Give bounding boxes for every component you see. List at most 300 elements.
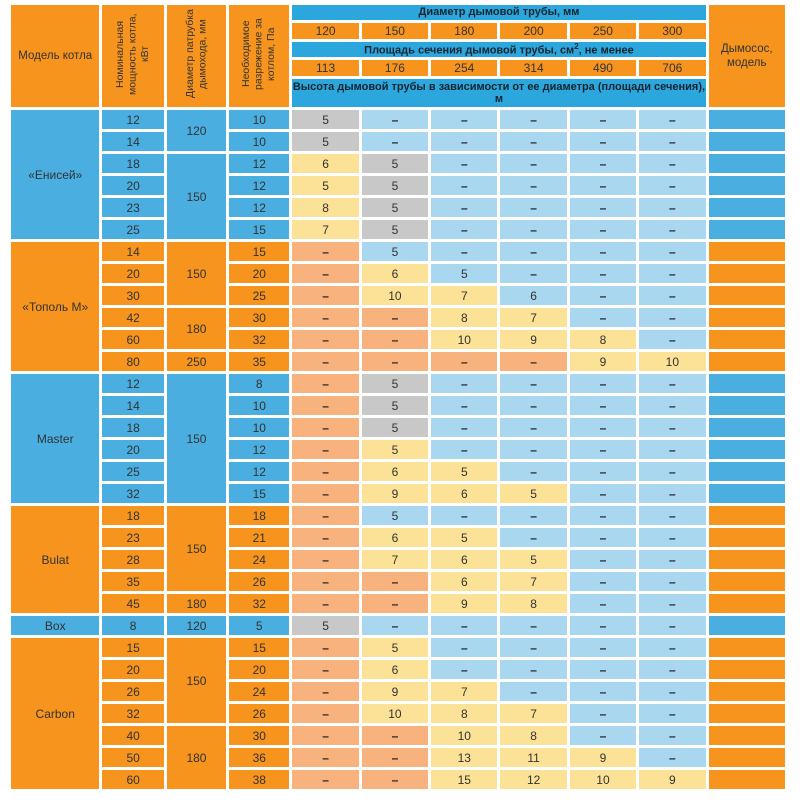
height-cell: –	[570, 418, 636, 437]
table-row	[11, 506, 785, 525]
height-cell: –	[500, 616, 566, 635]
height-cell: –	[431, 638, 497, 657]
col-header-vacuum-label: Необходимое разрежение за котлом, Па	[240, 17, 278, 90]
height-cell: –	[639, 264, 705, 283]
height-cell: –	[639, 176, 705, 195]
height-cell: –	[639, 374, 705, 393]
band-cross-section-area: Площадь сечения дымовой трубы, $см^2$, не менее	[292, 42, 705, 57]
height-cell: –	[500, 462, 566, 481]
height-cell: –	[570, 682, 636, 701]
power-cell: 18	[102, 418, 163, 437]
height-cell: –	[639, 528, 705, 547]
height-cell: 7	[500, 572, 566, 591]
exhauster-cell	[709, 638, 786, 657]
exhauster-cell	[709, 572, 786, 591]
col-header-vacuum	[229, 5, 289, 107]
height-cell: –	[431, 418, 497, 437]
height-cell: –	[431, 396, 497, 415]
table-row	[11, 484, 785, 503]
height-cell: 5	[362, 374, 428, 393]
table-row	[11, 682, 785, 701]
height-cell: 5	[292, 132, 358, 151]
power-cell: 20	[102, 440, 163, 459]
height-cell: –	[292, 594, 358, 613]
model-cell: Bulat	[11, 506, 99, 613]
height-cell: –	[362, 330, 428, 349]
exhauster-cell	[709, 242, 786, 261]
table-row	[11, 638, 785, 657]
height-cell: –	[570, 154, 636, 173]
height-cell: –	[292, 462, 358, 481]
band-pipe-height: Высота дымовой трубы в зависимости от ее диаметра (площади сечения), м	[292, 80, 706, 105]
vacuum-cell: 26	[229, 572, 289, 591]
height-cell: –	[570, 286, 636, 305]
height-cell: 11	[500, 748, 566, 767]
height-cell: –	[431, 660, 497, 679]
superscript-2: 2	[574, 42, 579, 51]
power-cell: 35	[102, 572, 163, 591]
height-cell: –	[431, 352, 497, 371]
height-cell: 6	[431, 484, 497, 503]
height-cell: 6	[362, 528, 428, 547]
table-row	[11, 110, 785, 129]
diameter-value: 180	[431, 23, 497, 39]
vacuum-cell: 12	[229, 154, 289, 173]
height-cell: 9	[570, 748, 636, 767]
vacuum-cell: 38	[229, 770, 289, 789]
height-cell: –	[292, 682, 358, 701]
height-cell: –	[500, 176, 566, 195]
height-cell: 6	[431, 550, 497, 569]
power-cell: 14	[102, 242, 163, 261]
area-value: 254	[431, 60, 497, 76]
height-cell: 7	[292, 220, 358, 239]
vacuum-cell: 12	[229, 462, 289, 481]
diameter-value: 300	[639, 23, 705, 39]
power-cell: 40	[102, 726, 163, 745]
nozzle-diameter-cell: 150	[167, 506, 226, 591]
height-cell: –	[500, 198, 566, 217]
height-cell: 7	[362, 550, 428, 569]
height-cell: –	[639, 682, 705, 701]
height-cell: –	[362, 308, 428, 327]
col-header-power	[102, 5, 163, 107]
exhauster-cell	[709, 374, 786, 393]
height-cell: –	[500, 440, 566, 459]
height-cell: –	[431, 506, 497, 525]
height-cell: –	[292, 286, 358, 305]
height-cell: –	[431, 616, 497, 635]
height-cell: –	[431, 220, 497, 239]
height-cell: –	[570, 440, 636, 459]
height-cell: –	[570, 374, 636, 393]
height-cell: –	[570, 616, 636, 635]
nozzle-diameter-cell: 150	[167, 374, 226, 503]
height-cell: –	[639, 242, 705, 261]
nozzle-diameter-cell: 150	[167, 638, 226, 723]
height-cell: –	[500, 396, 566, 415]
height-cell: –	[362, 770, 428, 789]
height-cell: –	[431, 440, 497, 459]
height-cell: –	[570, 110, 636, 129]
height-cell: 12	[500, 770, 566, 789]
vacuum-cell: 10	[229, 396, 289, 415]
table-row	[11, 374, 785, 393]
height-cell: –	[431, 374, 497, 393]
height-cell: 5	[362, 418, 428, 437]
table-row	[11, 462, 785, 481]
height-cell: –	[570, 132, 636, 151]
height-cell: –	[362, 748, 428, 767]
vacuum-cell: 30	[229, 726, 289, 745]
height-cell: –	[500, 638, 566, 657]
table-row	[11, 440, 785, 459]
height-cell: –	[362, 726, 428, 745]
col-header-power-label: Номинальная мощность котла, кВт	[114, 12, 152, 95]
height-cell: –	[292, 748, 358, 767]
exhauster-cell	[709, 462, 786, 481]
height-cell: –	[500, 352, 566, 371]
height-cell: –	[570, 242, 636, 261]
exhauster-cell	[709, 726, 786, 745]
height-cell: –	[570, 462, 636, 481]
nozzle-diameter-cell: 150	[167, 154, 226, 239]
height-cell: –	[431, 198, 497, 217]
height-cell: –	[639, 506, 705, 525]
height-cell: –	[639, 462, 705, 481]
vacuum-cell: 15	[229, 242, 289, 261]
power-cell: 60	[102, 770, 163, 789]
height-cell: 5	[362, 220, 428, 239]
table-row	[11, 726, 785, 745]
vacuum-cell: 15	[229, 484, 289, 503]
exhauster-cell	[709, 352, 786, 371]
height-cell: 9	[570, 352, 636, 371]
table-row	[11, 572, 785, 591]
power-cell: 32	[102, 704, 163, 723]
height-cell: –	[362, 132, 428, 151]
height-cell: –	[570, 704, 636, 723]
table-row	[11, 550, 785, 569]
exhauster-cell	[709, 484, 786, 503]
power-cell: 20	[102, 176, 163, 195]
height-cell: –	[292, 770, 358, 789]
exhauster-cell	[709, 418, 786, 437]
height-cell: –	[431, 242, 497, 261]
area-value: 706	[639, 60, 705, 76]
height-cell: –	[362, 352, 428, 371]
height-cell: –	[570, 506, 636, 525]
area-value: 176	[362, 60, 428, 76]
height-cell: –	[570, 308, 636, 327]
height-cell: –	[639, 704, 705, 723]
power-cell: 25	[102, 462, 163, 481]
exhauster-cell	[709, 264, 786, 283]
power-cell: 32	[102, 484, 163, 503]
height-cell: –	[639, 198, 705, 217]
power-cell: 80	[102, 352, 163, 371]
height-cell: –	[292, 528, 358, 547]
height-cell: –	[292, 726, 358, 745]
vacuum-cell: 15	[229, 220, 289, 239]
table-header	[11, 5, 785, 107]
vacuum-cell: 35	[229, 352, 289, 371]
height-cell: –	[639, 330, 705, 349]
exhauster-cell	[709, 220, 786, 239]
vacuum-cell: 25	[229, 286, 289, 305]
nozzle-diameter-cell: 180	[167, 594, 226, 613]
height-cell: 5	[362, 396, 428, 415]
height-cell: 5	[292, 176, 358, 195]
height-cell: –	[639, 616, 705, 635]
height-cell: 10	[431, 726, 497, 745]
height-cell: 8	[431, 704, 497, 723]
exhauster-cell	[709, 704, 786, 723]
col-header-nozzle-diameter	[167, 5, 226, 107]
vacuum-cell: 12	[229, 176, 289, 195]
power-cell: 42	[102, 308, 163, 327]
model-cell: «Енисей»	[11, 110, 99, 239]
col-header-model: Модель котла	[11, 5, 99, 107]
height-cell: –	[292, 572, 358, 591]
height-cell: –	[570, 198, 636, 217]
height-cell: 10	[431, 330, 497, 349]
height-cell: 9	[639, 770, 705, 789]
power-cell: 23	[102, 198, 163, 217]
height-cell: 10	[570, 770, 636, 789]
height-cell: –	[292, 308, 358, 327]
area-value: 314	[500, 60, 566, 76]
height-cell: –	[639, 220, 705, 239]
height-cell: –	[500, 242, 566, 261]
exhauster-cell	[709, 396, 786, 415]
power-cell: 30	[102, 286, 163, 305]
height-cell: –	[292, 352, 358, 371]
exhauster-cell	[709, 330, 786, 349]
height-cell: 8	[431, 308, 497, 327]
height-cell: –	[431, 110, 497, 129]
table-row	[11, 330, 785, 349]
area-value: 490	[570, 60, 636, 76]
power-cell: 18	[102, 154, 163, 173]
power-cell: 20	[102, 264, 163, 283]
exhauster-cell	[709, 308, 786, 327]
model-cell: Box	[11, 616, 99, 635]
height-cell: 6	[500, 286, 566, 305]
height-cell: –	[292, 418, 358, 437]
nozzle-diameter-cell: 250	[167, 352, 226, 371]
power-cell: 45	[102, 594, 163, 613]
height-cell: –	[362, 110, 428, 129]
power-cell: 60	[102, 330, 163, 349]
height-cell: 7	[431, 682, 497, 701]
vacuum-cell: 26	[229, 704, 289, 723]
exhauster-cell	[709, 440, 786, 459]
table-row	[11, 264, 785, 283]
diameter-value: 120	[292, 23, 358, 39]
height-cell: –	[431, 176, 497, 195]
table-row	[11, 616, 785, 635]
power-cell: 25	[102, 220, 163, 239]
height-cell: –	[570, 638, 636, 657]
height-cell: –	[639, 308, 705, 327]
height-cell: –	[639, 550, 705, 569]
vacuum-cell: 12	[229, 198, 289, 217]
height-cell: –	[570, 396, 636, 415]
height-cell: –	[500, 418, 566, 437]
height-cell: –	[500, 506, 566, 525]
nozzle-diameter-cell: 150	[167, 242, 226, 305]
band-pipe-diameter: Диаметр дымовой трубы, мм	[292, 5, 705, 20]
table-row	[11, 528, 785, 547]
power-cell: 50	[102, 748, 163, 767]
height-cell: 9	[431, 594, 497, 613]
height-cell: –	[570, 484, 636, 503]
vacuum-cell: 21	[229, 528, 289, 547]
height-cell: 5	[362, 440, 428, 459]
height-cell: –	[570, 176, 636, 195]
height-cell: –	[639, 132, 705, 151]
height-cell: 5	[431, 528, 497, 547]
table-row	[11, 308, 785, 327]
height-cell: –	[292, 506, 358, 525]
vacuum-cell: 36	[229, 748, 289, 767]
height-cell: –	[639, 484, 705, 503]
exhauster-cell	[709, 110, 786, 129]
height-cell: 6	[431, 572, 497, 591]
power-cell: 28	[102, 550, 163, 569]
col-header-exhauster: Дымосос, модель	[709, 5, 786, 107]
height-cell: –	[362, 594, 428, 613]
height-cell: 5	[500, 484, 566, 503]
height-cell: 5	[362, 176, 428, 195]
table-row	[11, 748, 785, 767]
diameter-value: 200	[500, 23, 566, 39]
exhauster-cell	[709, 154, 786, 173]
exhauster-cell	[709, 660, 786, 679]
nozzle-diameter-cell: 120	[167, 110, 226, 151]
nozzle-diameter-cell: 120	[167, 616, 226, 635]
height-cell: –	[292, 440, 358, 459]
height-cell: –	[639, 440, 705, 459]
exhauster-cell	[709, 286, 786, 305]
area-value: 113	[292, 60, 358, 76]
height-cell: –	[500, 682, 566, 701]
height-cell: –	[500, 154, 566, 173]
height-cell: 10	[639, 352, 705, 371]
height-cell: –	[500, 220, 566, 239]
table-row	[11, 418, 785, 437]
height-cell: –	[639, 726, 705, 745]
vacuum-cell: 10	[229, 418, 289, 437]
model-cell: Master	[11, 374, 99, 503]
height-cell: –	[500, 264, 566, 283]
height-cell: 10	[362, 704, 428, 723]
table-row	[11, 176, 785, 195]
height-cell: –	[639, 154, 705, 173]
vacuum-cell: 12	[229, 440, 289, 459]
height-cell: 5	[292, 616, 358, 635]
height-cell: 5	[362, 198, 428, 217]
vacuum-cell: 5	[229, 616, 289, 635]
power-cell: 14	[102, 396, 163, 415]
nozzle-diameter-cell: 180	[167, 726, 226, 789]
power-cell: 12	[102, 110, 163, 129]
height-cell: –	[639, 660, 705, 679]
vacuum-cell: 24	[229, 550, 289, 569]
power-cell: 20	[102, 660, 163, 679]
height-cell: 7	[500, 704, 566, 723]
power-cell: 18	[102, 506, 163, 525]
height-cell: –	[639, 286, 705, 305]
height-cell: –	[292, 484, 358, 503]
table-row	[11, 660, 785, 679]
power-cell: 26	[102, 682, 163, 701]
height-cell: –	[292, 374, 358, 393]
height-cell: –	[431, 132, 497, 151]
exhauster-cell	[709, 132, 786, 151]
power-cell: 12	[102, 374, 163, 393]
model-cell: Carbon	[11, 638, 99, 789]
height-cell: –	[500, 660, 566, 679]
height-cell: 5	[431, 264, 497, 283]
height-cell: –	[570, 550, 636, 569]
height-cell: 8	[292, 198, 358, 217]
nozzle-diameter-cell: 180	[167, 308, 226, 349]
height-cell: –	[639, 396, 705, 415]
exhauster-cell	[709, 176, 786, 195]
height-cell: –	[639, 594, 705, 613]
height-cell: 6	[362, 264, 428, 283]
exhauster-cell	[709, 770, 786, 789]
vacuum-cell: 18	[229, 506, 289, 525]
exhauster-cell	[709, 616, 786, 635]
table-row	[11, 242, 785, 261]
height-cell: –	[500, 110, 566, 129]
height-cell: 6	[292, 154, 358, 173]
height-cell: –	[570, 660, 636, 679]
diameter-value: 150	[362, 23, 428, 39]
col-header-nozzle-label: Диаметр патрубка дымохода, мм	[183, 9, 209, 98]
height-cell: 10	[362, 286, 428, 305]
height-cell: –	[500, 132, 566, 151]
height-cell: 9	[500, 330, 566, 349]
height-cell: 7	[431, 286, 497, 305]
height-cell: 8	[570, 330, 636, 349]
power-cell: 23	[102, 528, 163, 547]
height-cell: –	[570, 220, 636, 239]
height-cell: –	[292, 264, 358, 283]
height-cell: 6	[362, 462, 428, 481]
height-cell: 8	[500, 594, 566, 613]
table-row	[11, 220, 785, 239]
power-cell: 8	[102, 616, 163, 635]
height-cell: –	[639, 110, 705, 129]
height-cell: –	[500, 374, 566, 393]
height-cell: –	[292, 550, 358, 569]
vacuum-cell: 20	[229, 264, 289, 283]
height-cell: 9	[362, 682, 428, 701]
diameter-value: 250	[570, 23, 636, 39]
vacuum-cell: 32	[229, 594, 289, 613]
height-cell: –	[570, 528, 636, 547]
height-cell: 5	[362, 154, 428, 173]
height-cell: –	[570, 572, 636, 591]
height-cell: 15	[431, 770, 497, 789]
table-row	[11, 770, 785, 789]
table-row	[11, 132, 785, 151]
height-cell: 8	[500, 726, 566, 745]
